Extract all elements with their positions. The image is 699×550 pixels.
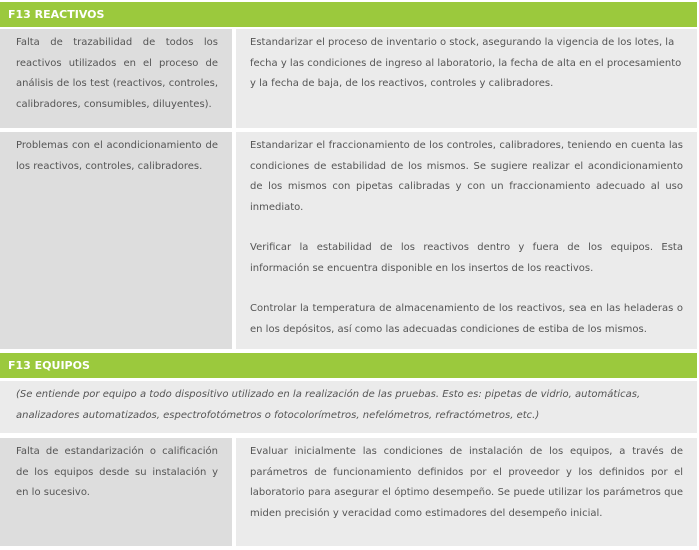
action-text: Evaluar inicialmente las condiciones de instalación de los equipos, a través de parámetros de funcionamiento definidos por el proveedor y los definidos por el laboratorio para asegurar el óptimo desempeño. Se puede utilizar los parámetros que miden precisión y veracidad como estimadores del desempeño inicial. <box>250 446 683 519</box>
action-text: Verificar la estabilidad de los reactivos dentro y fuera de los equipos. Esta información se encuentra disponible en los insertos de los reactivos. <box>250 242 683 274</box>
problem-cell-trazabilidad <box>0 29 232 128</box>
action-text: Controlar la temperatura de almacenamiento de los reactivos, sea en las heladeras o en los depósitos, así como las adecuadas condiciones de estiba de los mismos. <box>250 303 683 335</box>
problem-text: Falta de trazabilidad de todos los reactivos utilizados en el proceso de análisis de los test (reactivos, controles, calibradores, consumibles, diluyentes). <box>16 37 218 110</box>
section-header-equipos: F13 EQUIPOS <box>0 353 697 378</box>
problem-cell-acondicionamiento <box>0 132 232 349</box>
equipos-note <box>0 381 697 433</box>
section-header-reactivos: F13 REACTIVOS <box>0 2 697 27</box>
action-cell-fraccionamiento <box>236 132 697 349</box>
problem-cell-estandarizacion <box>0 438 232 546</box>
note-text: (Se entiende por equipo a todo dispositivo utilizado en la realización de las pruebas. Esto es: pipetas de vidrio, automáticas, analizadores automatizados, espectrofotómetros o fotocolorímetros, nefelómetros, refractómetros, etc.) <box>16 389 641 421</box>
action-cell-inventario <box>236 29 697 128</box>
action-text: Estandarizar el fraccionamiento de los controles, calibradores, teniendo en cuenta las condiciones de estabilidad de los mismos. Se sugiere realizar el acondicionamiento de los mismos con pipetas calibradas y con un fraccionamiento adecuado al uso inmediato. <box>250 140 683 213</box>
action-cell-instalacion <box>236 438 697 546</box>
problem-text: Falta de estandarización o calificación de los equipos desde su instalación y en lo sucesivo. <box>16 446 218 498</box>
problem-text: Problemas con el acondicionamiento de los reactivos, controles, calibradores. <box>16 140 218 172</box>
action-text: Estandarizar el proceso de inventario o stock, asegurando la vigencia de los lotes, la fecha y las condiciones de ingreso al laboratorio, la fecha de alta en el procesamiento y la fecha de baja, de los reactivos, controles y calibradores. <box>250 37 682 89</box>
